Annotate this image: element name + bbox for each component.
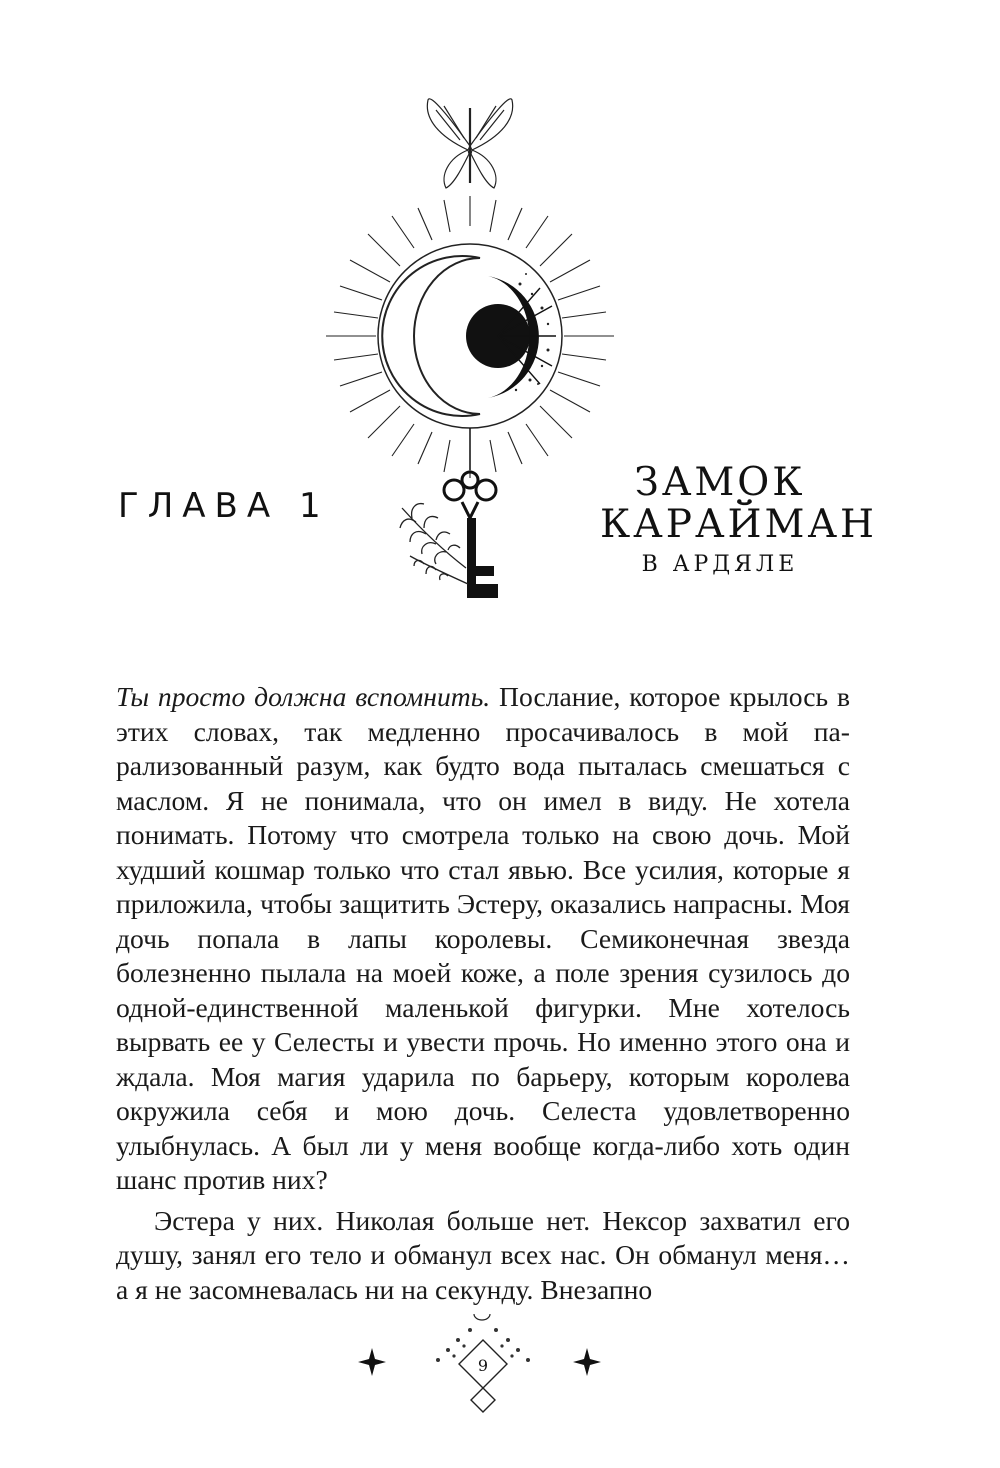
butterfly-icon <box>427 99 512 188</box>
diamond-icon <box>459 1340 507 1412</box>
italic-phrase: Ты просто должна вспомнить. <box>116 681 491 712</box>
sun-moon-icon <box>378 244 562 428</box>
key-icon <box>444 428 498 598</box>
chapter-number: ГЛАВА 1 <box>118 486 330 526</box>
chapter-title-line2: КАРАЙМАН <box>600 502 877 547</box>
chapter-body <box>116 680 850 1307</box>
chapter-ornament <box>320 88 620 608</box>
chapter-title-line1: ЗАМОК <box>634 460 806 505</box>
moon-icon <box>474 1314 490 1320</box>
chapter-title <box>600 460 877 577</box>
paragraph-text: Послание, которое крылось в этих словах, так медленно просачивалось в мой парализованный разум, как будто вода пыталась смешаться с маслом. Я не понимала, что он имел в виду. Не хотела понимать. Потому что смотрела только на свою дочь. Мой худший кошмар только что стал явью. Все усилия, которые я приложила, чтобы защитить Эстеру, оказались напрасны. Моя дочь попала в лапы королевы. Семиконечная звезда болезненно пылала на моей коже, а поле зрения сузилось до одной-единственной маленькой фигурки. Мне хотелось вырвать ее у Селесты и увести прочь. Но именно этого она и ждала. Моя магия ударила по барьеру, которым королева окружила себя и мою дочь. Селеста удовлетворенно улыбнулась. А был ли у меня вообще когда-либо хоть один шанс против них? <box>116 681 850 1195</box>
star-icon <box>573 1348 601 1376</box>
star-icon <box>358 1348 386 1376</box>
chapter-subtitle: В АРДЯЛЕ <box>641 552 799 577</box>
page-number: 9 <box>477 1356 489 1375</box>
paragraph: Эстера у них. Николая больше нет. Нексор захватил его душу, занял его тело и обманул всех нас. Он обманул меня… а я не засомневалась ни на секунду. Внезапно <box>116 1204 850 1305</box>
paragraph <box>116 680 850 1198</box>
fern-icon <box>400 504 468 584</box>
page-footer <box>0 1310 1000 1430</box>
